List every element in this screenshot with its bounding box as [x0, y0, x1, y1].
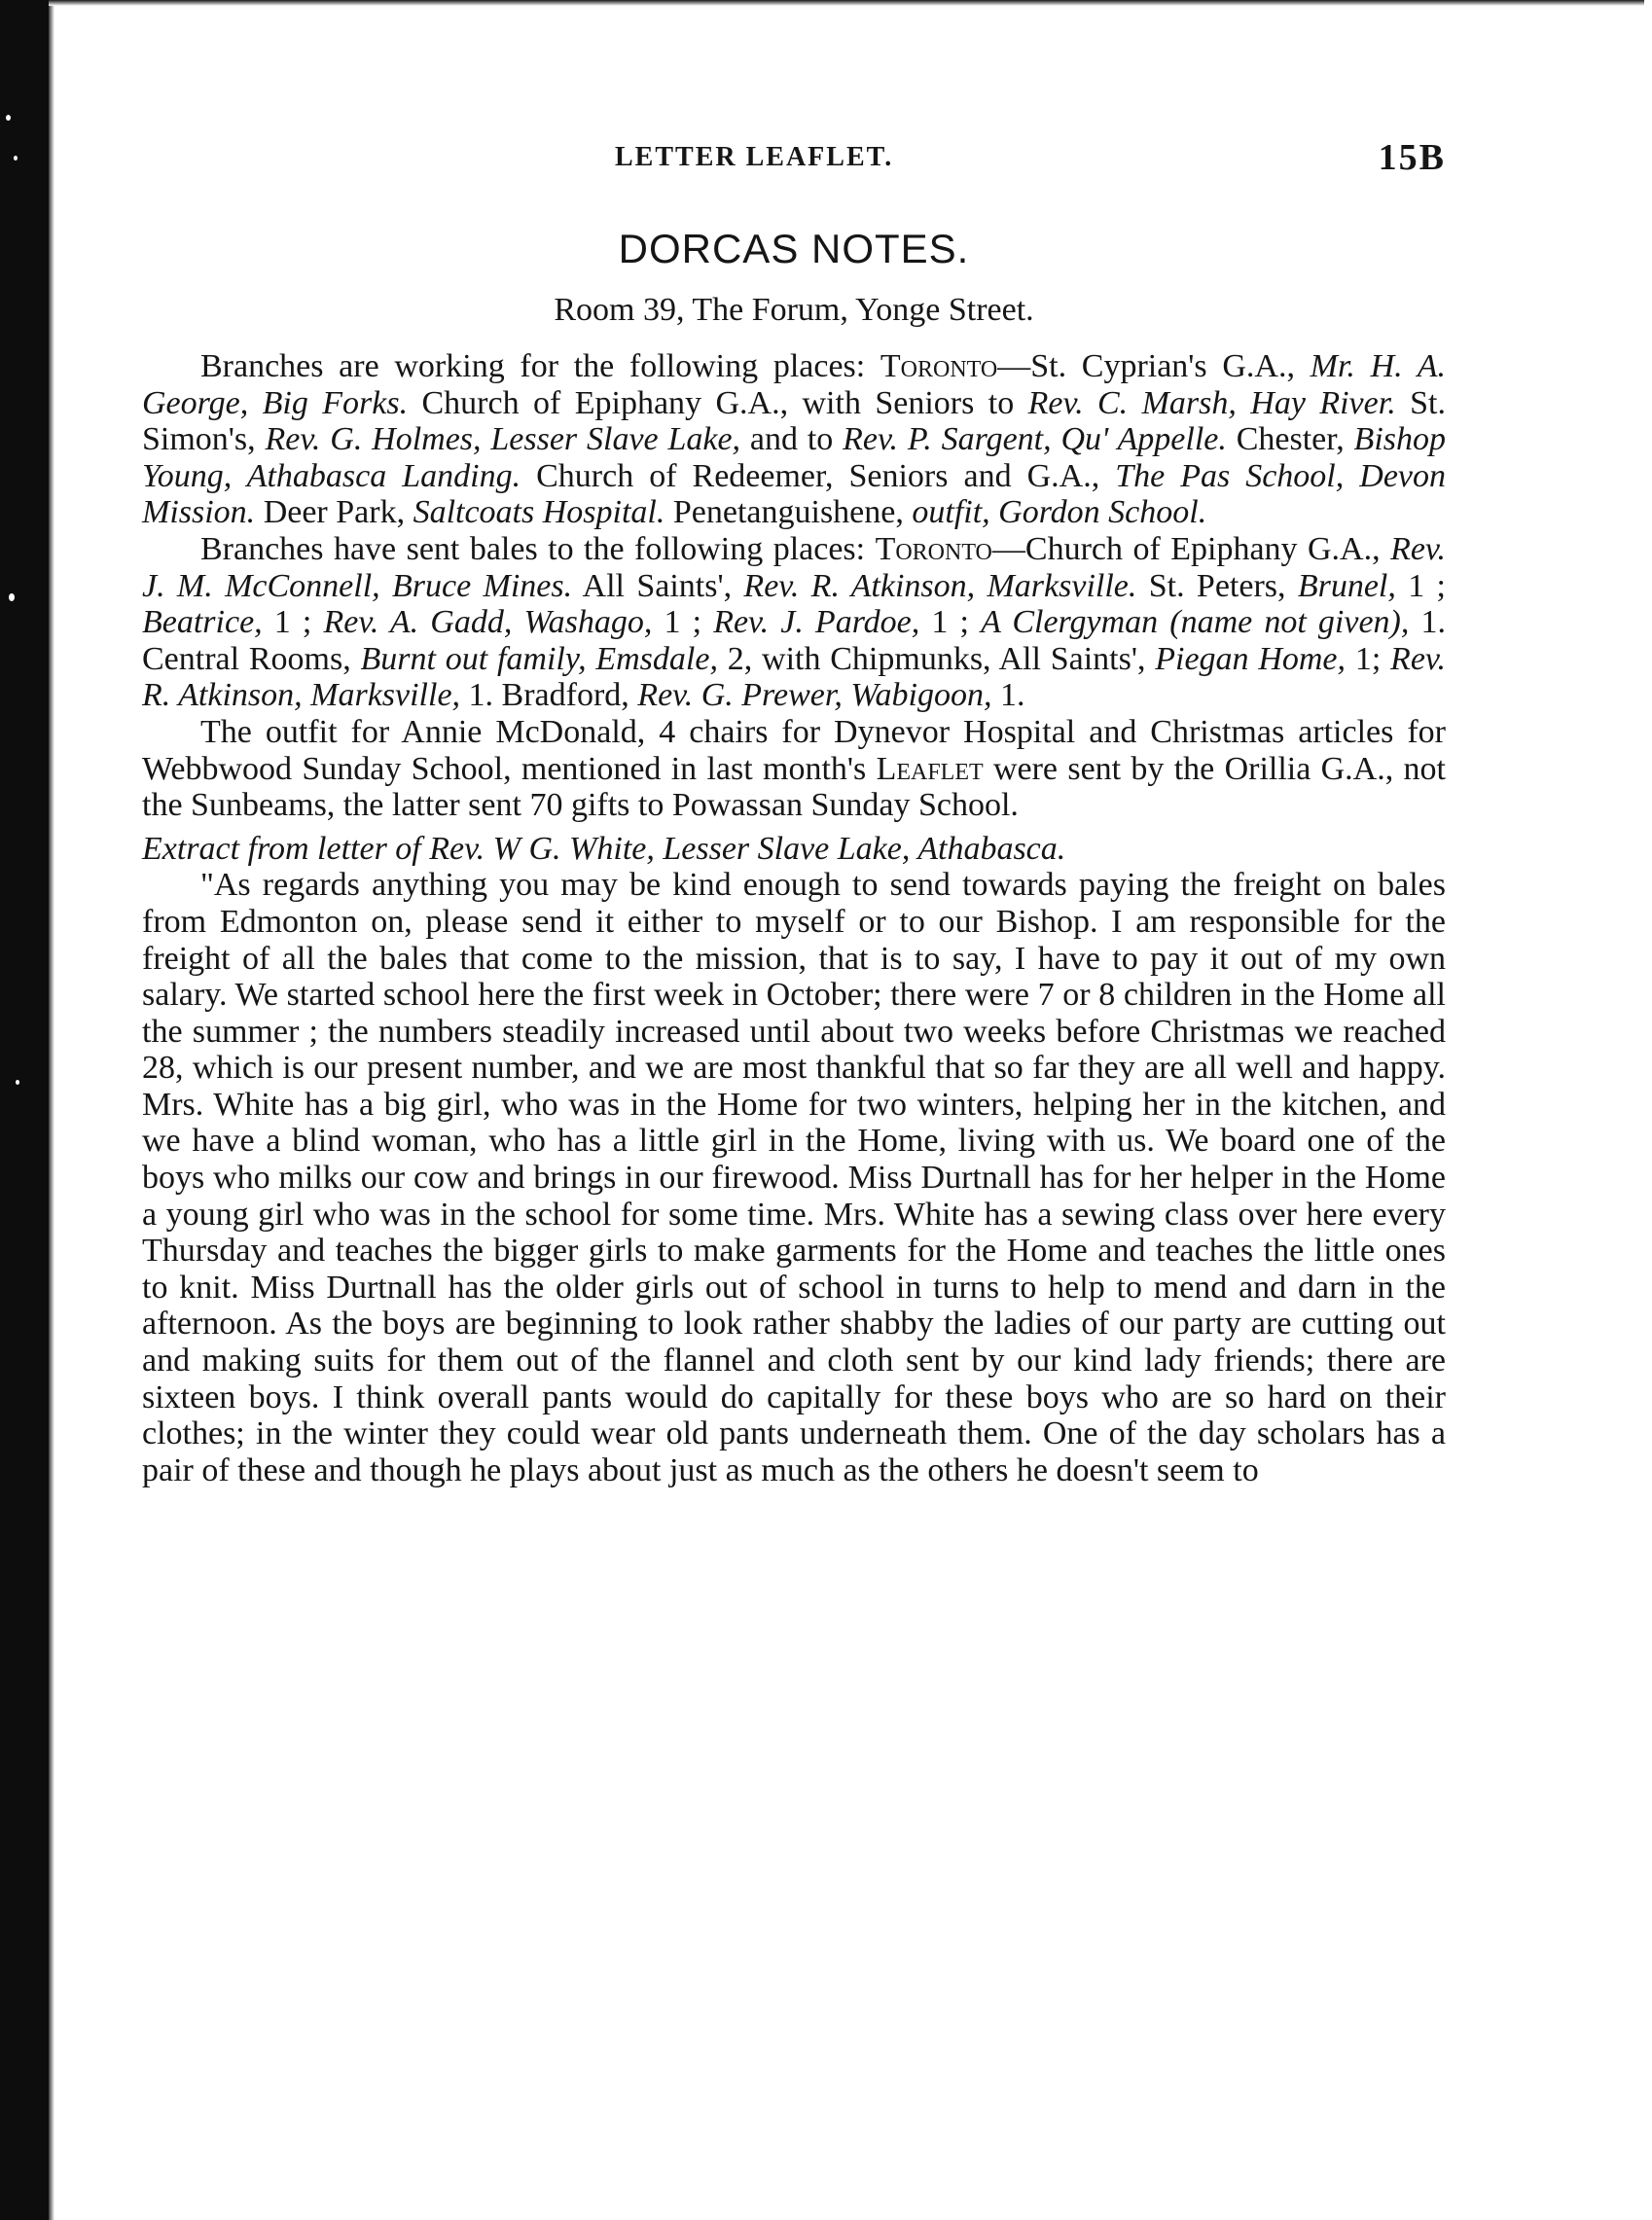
section-title: DORCAS NOTES. — [618, 226, 970, 271]
page-number: 15B — [1378, 137, 1446, 178]
outfit-correction-paragraph: The outfit for Annie McDonald, 4 chairs for Dynevor Hospital and Christmas articles for Webbwood Sunday School, mentioned in last month's Leaflet were sent by the Orillia G.A., not the Sunbeams, the latter sent 70 gifts to Powassan Sunday School. — [142, 713, 1446, 824]
scan-speck — [14, 156, 18, 161]
scan-shadow — [49, 0, 54, 2220]
leaflet-page — [142, 136, 1446, 1488]
running-title: LETTER LEAFLET. — [615, 142, 894, 172]
branches-working-paragraph: Branches are working for the following places: Toronto—St. Cyprian's G.A., Mr. H. A. George, Big Forks. Church of Epiphany G.A., with Seniors to Rev. C. Marsh, Hay River. St. Simon's, Rev. G. Holmes, Lesser Slave Lake, and to Rev. P. Sargent, Qu' Appelle. Chester, Bishop Young, Athabasca Landing. Church of Redeemer, Seniors and G.A., The Pas School, Devon Mission. Deer Park, Saltcoats Hospital. Penetanguishene, outfit, Gordon School. — [142, 348, 1446, 531]
running-head — [142, 136, 1446, 187]
scan-speck — [9, 593, 15, 601]
scan-binding-edge — [0, 0, 49, 2220]
scan-top-edge — [49, 0, 1644, 6]
article-body — [142, 348, 1446, 1488]
scan-speck — [6, 115, 11, 121]
letter-extract-heading: Extract from letter of Rev. W G. White, Lesser Slave Lake, Athabasca. — [142, 830, 1066, 867]
letter-body: "As regards anything you may be kind enough to send towards paying the freight on bales from Edmonton on, please send it either to myself or to our Bishop. I am responsible for the freight of all the bales that come to the mission, that is to say, I have to pay it out of my own salary. We started school here the first week in October; there were 7 or 8 children in the Home all the summer ; the numbers steadily increased until about two weeks before Christmas we reached 28, which is our present number, and we are most thankful that so far they are all well and happy. Mrs. White has a big girl, who was in the Home for two winters, helping her in the kitchen, and we have a blind woman, who has a little girl in the Home, living with us. We board one of the boys who milks our cow and brings in our firewood. Miss Durtnall has for her helper in the Home a young girl who was in the school for some time. Mrs. White has a sewing class over here every Thursday and teaches the bigger girls to make garments for the Home and teaches the little ones to knit. Miss Durtnall has the older girls out of school in turns to help to mend and darn in the afternoon. As the boys are beginning to look rather shabby the ladies of our party are cutting out and making suits for them out of the flannel and cloth sent by our kind lady friends; there are sixteen boys. I think overall pants would do capitally for these boys who are so hard on their clothes; in the winter they could wear old pants underneath them. One of the day scholars has a pair of these and though he plays about just as much as the others he doesn't seem to — [142, 867, 1446, 1488]
bales-sent-paragraph: Branches have sent bales to the following places: Toronto—Church of Epiphany G.A., Rev. J. M. McConnell, Bruce Mines. All Saints', Rev. R. Atkinson, Marksville. St. Peters, Brunel, 1 ; Beatrice, 1 ; Rev. A. Gadd, Washago, 1 ; Rev. J. Pardoe, 1 ; A Clergyman (name not given), 1. Central Rooms, Burnt out family, Emsdale, 2, with Chipmunks, All Saints', Piegan Home, 1; Rev. R. Atkinson, Marksville, 1. Bradford, Rev. G. Prewer, Wabigoon, 1. — [142, 530, 1447, 714]
section-subtitle: Room 39, The Forum, Yonge Street. — [554, 292, 1034, 328]
scan-speck — [16, 1080, 19, 1085]
